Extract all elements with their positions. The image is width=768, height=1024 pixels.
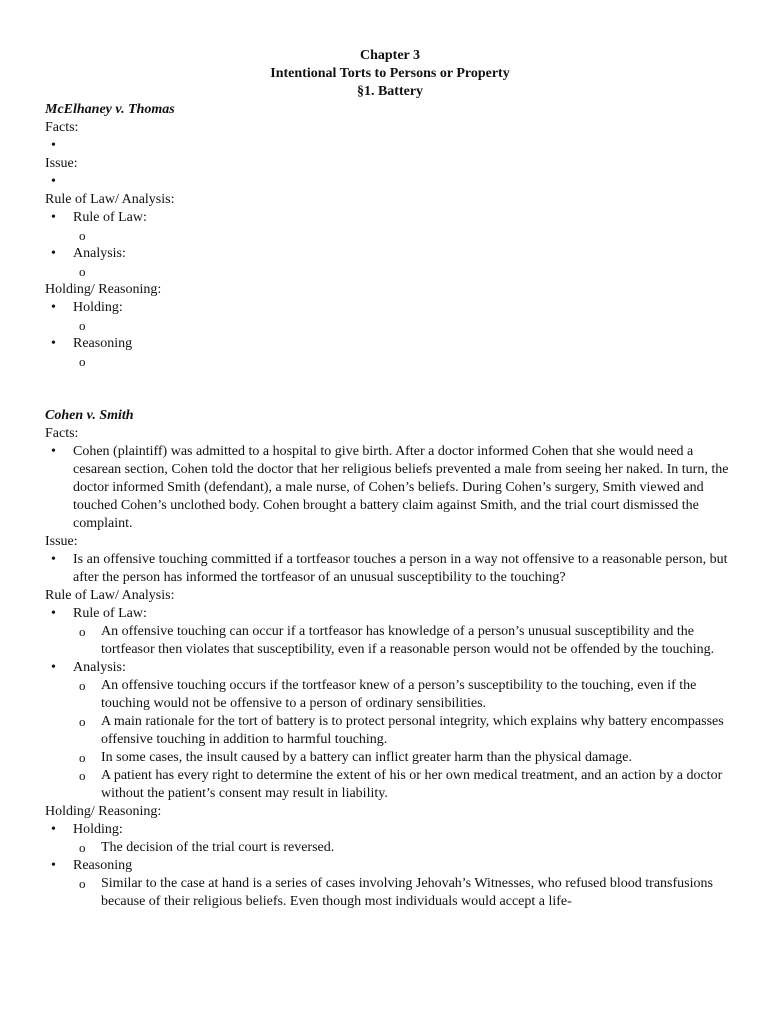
rule-label: Rule of Law: [73,606,147,621]
list-item: o An offensive touching can occur if a tortfeasor has knowledge of a person’s unusual susceptibility and the tortfeasor then violates that susceptibility, even if a reasonable person would not be offended by the touching. [73,623,735,659]
list-item [45,857,735,911]
holding-label: Holding: [73,822,123,837]
issue-label: Issue: [45,156,78,171]
list-item: o An offensive touching occurs if the tortfeasor knew of a person’s susceptibility to the touching, even if the touching would not be offensive to a person of ordinary sensibilities. [73,677,735,713]
rule-analysis-label: Rule of Law/ Analysis: [45,192,175,207]
rule-analysis-list [45,605,735,803]
list-item [73,263,735,281]
holding-reasoning-list [45,821,735,911]
list-item [45,335,735,371]
issue-list [45,173,735,191]
list-item: o A patient has every right to determine the extent of his or her own medical treatment, and an action by a doctor without the patient’s consent may result in liability. [73,767,735,803]
list-item: o A main rationale for the tort of battery is to protect personal integrity, which explains why battery encompasses offensive touching in addition to harmful touching. [73,713,735,749]
section-heading: §1. Battery [356,84,424,99]
reasoning-label: Reasoning [73,858,133,873]
list-item [45,299,735,335]
list-item [45,173,735,191]
document-page [45,47,735,911]
chapter-heading: Chapter 3 [359,48,421,63]
holding-label: Holding: [73,300,123,315]
case-title-cohen: Cohen v. Smith [45,408,134,423]
holding-reasoning-list [45,299,735,371]
rule-analysis-list [45,209,735,281]
rule-analysis-label: Rule of Law/ Analysis: [45,588,175,603]
list-item [45,245,735,281]
list-item [45,209,735,245]
facts-list [45,137,735,155]
list-item: • Cohen (plaintiff) was admitted to a hospital to give birth. After a doctor informed Cohen that she would need a cesarean section, Cohen told the doctor that her religious beliefs prevented a male from seeing her naked. In turn, the doctor informed Smith (defendant), a male nurse, of Cohen’s beliefs. During Cohen’s surgery, Smith viewed and touched Cohen’s unclothed body. Cohen brought a battery claim against Smith, and the trial court dismissed the complaint. [45,443,735,533]
list-item [45,659,735,803]
holding-reasoning-label: Holding/ Reasoning: [45,804,162,819]
list-item [45,137,735,155]
issue-label: Issue: [45,534,78,549]
list-item [45,821,735,857]
list-item: o In some cases, the insult caused by a battery can inflict greater harm than the physical damage. [73,749,735,767]
facts-label: Facts: [45,426,79,441]
holding-reasoning-label: Holding/ Reasoning: [45,282,162,297]
facts-list [45,443,735,533]
issue-list [45,551,735,587]
list-item [73,317,735,335]
list-item: • Is an offensive touching committed if a tortfeasor touches a person in a way not offensive to a reasonable person, but after the person has informed the tortfeasor of an unusual susceptibility to the touching? [45,551,735,587]
rule-label: Rule of Law: [73,210,147,225]
case-title-mcelhaney: McElhaney v. Thomas [45,102,175,117]
chapter-subtitle: Intentional Torts to Persons or Property [270,66,510,81]
facts-label: Facts: [45,120,79,135]
list-item [45,605,735,659]
list-item [73,353,735,371]
analysis-label: Analysis: [73,660,126,675]
list-item: o The decision of the trial court is reversed. [73,839,735,857]
analysis-label: Analysis: [73,246,126,261]
reasoning-label: Reasoning [73,336,133,351]
list-item: o Similar to the case at hand is a series of cases involving Jehovah’s Witnesses, who refused blood transfusions because of their religious beliefs. Even though most individuals would accept a life- [73,875,735,911]
list-item [73,227,735,245]
